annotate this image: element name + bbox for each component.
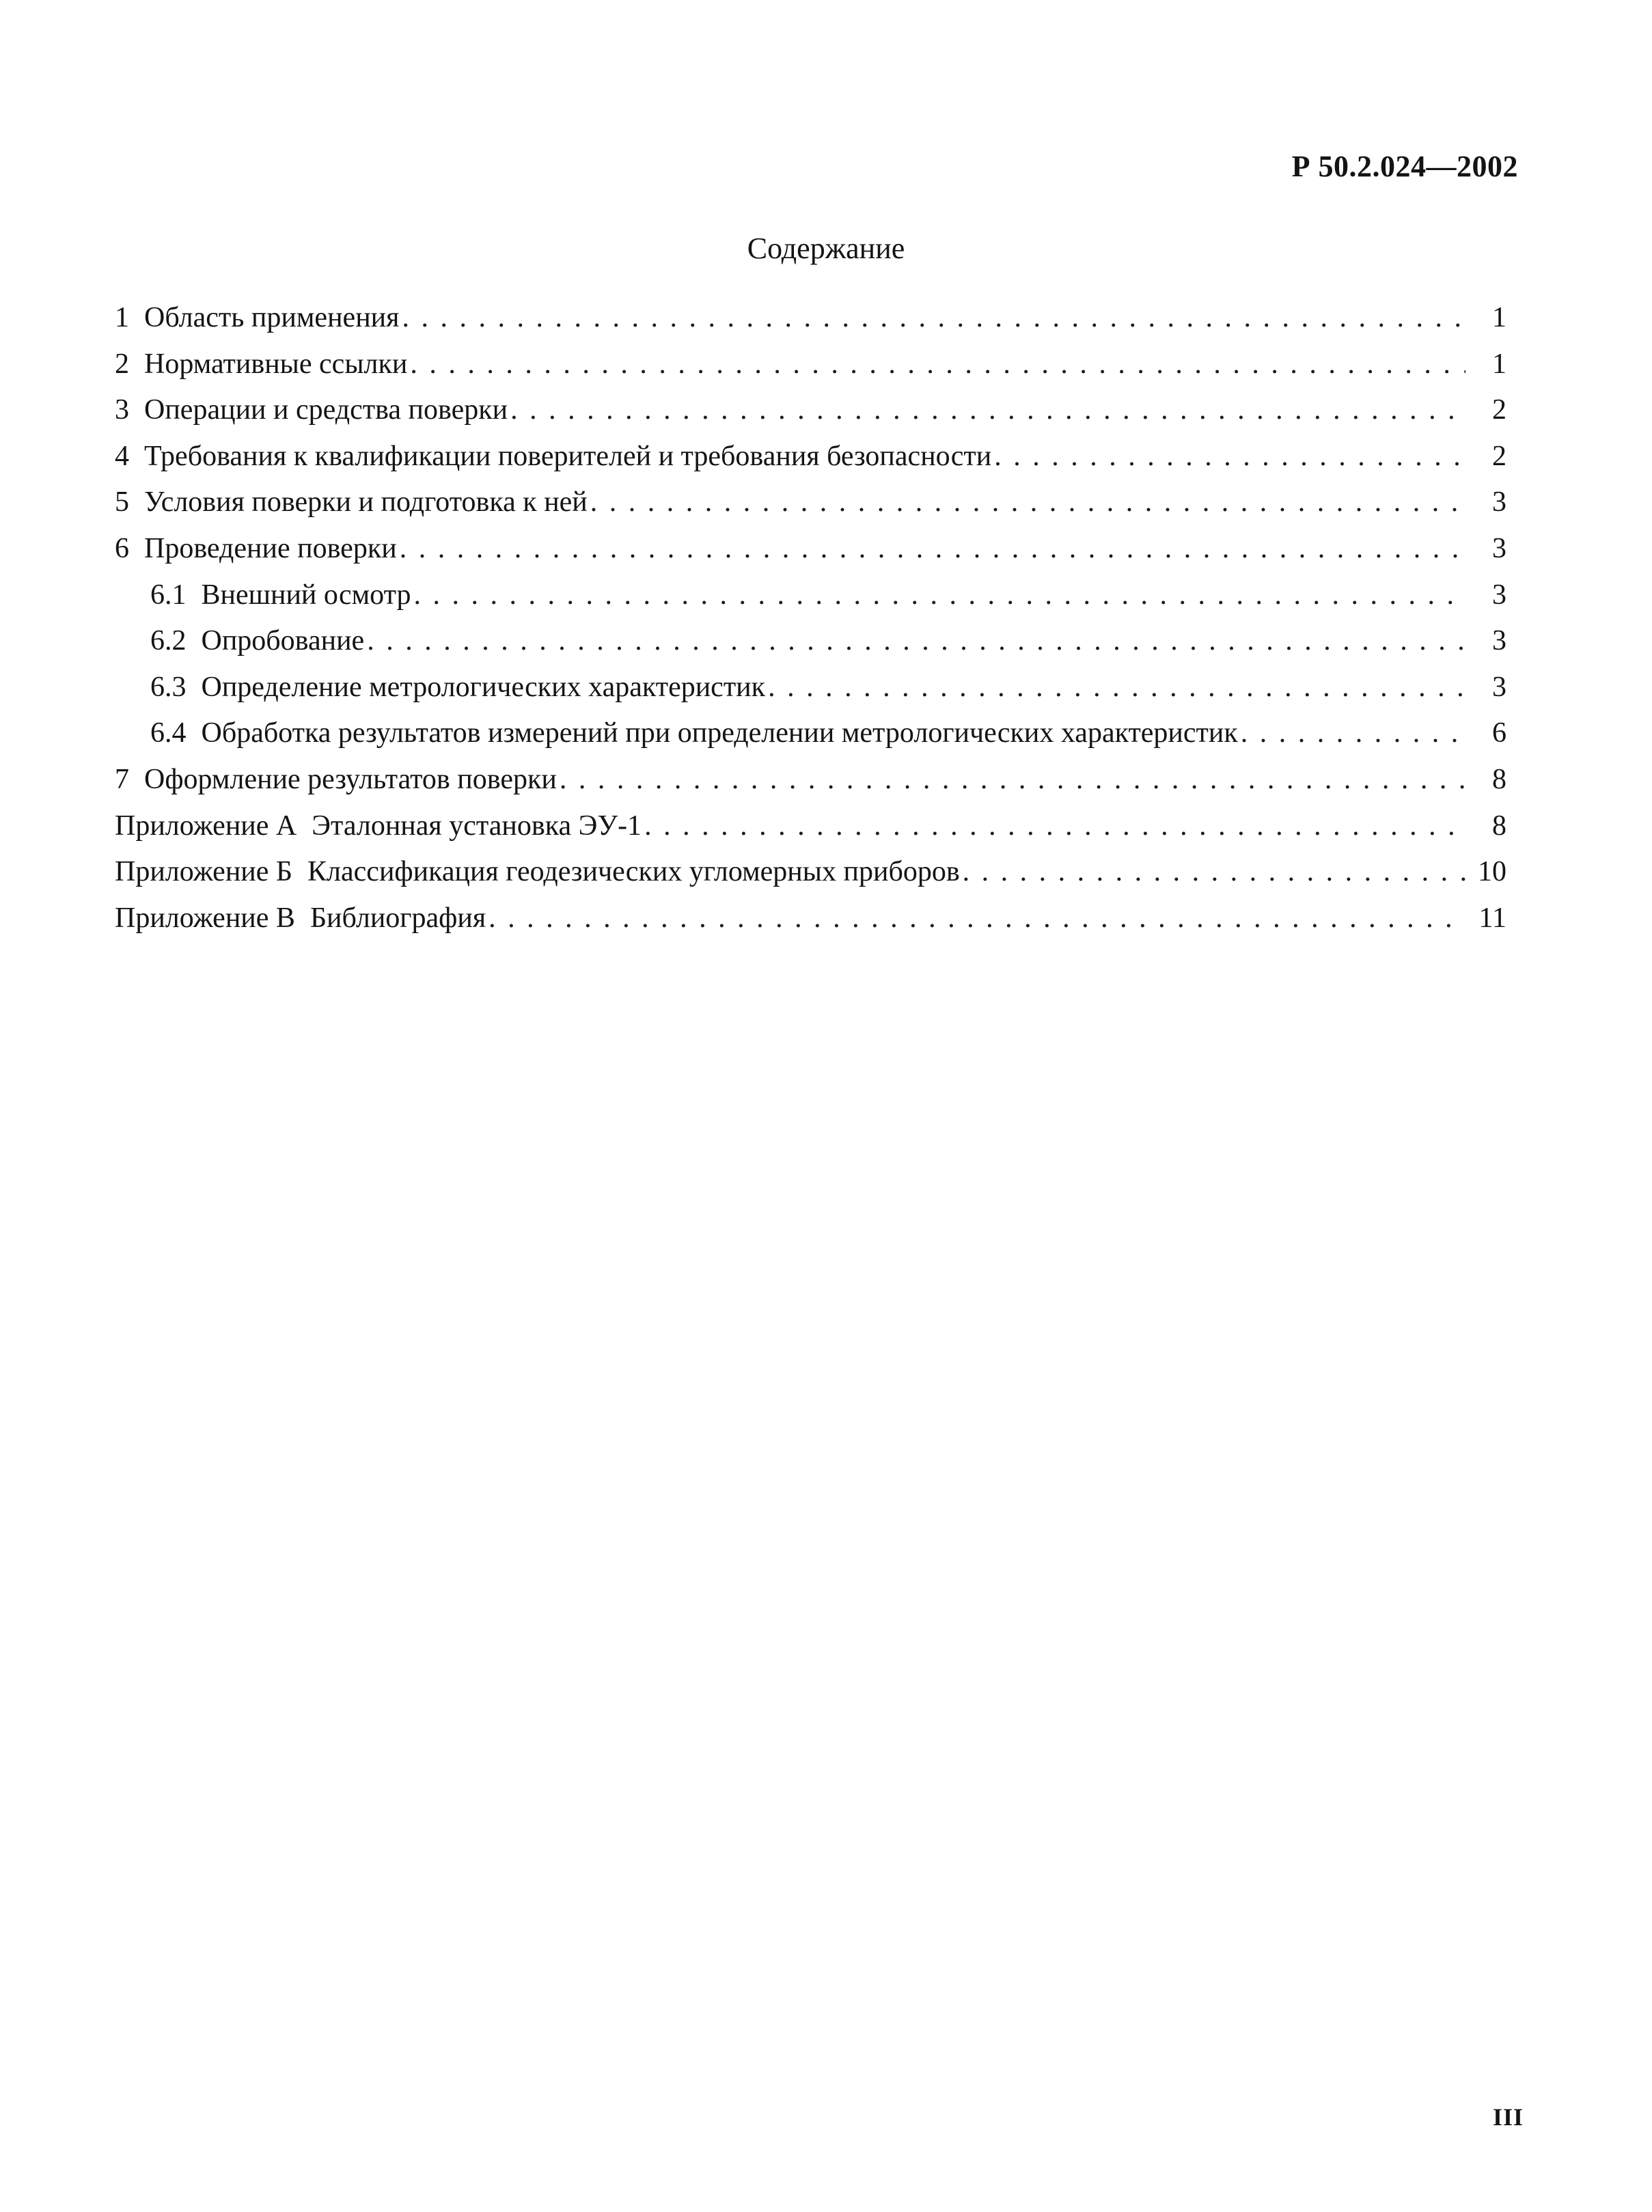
- toc-entry-page: 8: [1492, 763, 1506, 795]
- toc-leader-dots: [367, 618, 1465, 665]
- toc-leader-dots: [1241, 710, 1465, 757]
- toc-entry-page: 3: [1492, 625, 1506, 657]
- toc-entry-label: Определение метрологических характеристик: [201, 671, 766, 703]
- toc-entry-number: 2: [115, 348, 129, 380]
- toc-entry-number: 6.3: [150, 671, 187, 703]
- toc-entry-label: Эталонная установка ЭУ-1: [312, 810, 642, 842]
- toc-entry-label: Требования к квалификации поверителей и требования безопасности: [144, 440, 992, 472]
- page-number: III: [1492, 2103, 1524, 2131]
- toc-entry-page: 1: [1492, 302, 1506, 333]
- toc-entry[interactable]: [115, 295, 1506, 342]
- toc-subentry[interactable]: [115, 665, 1506, 711]
- toc-entry-page: 1: [1492, 348, 1506, 380]
- toc-entry-label: Классификация геодезических угломерных приборов: [307, 856, 960, 888]
- toc-leader-dots: [590, 480, 1465, 526]
- toc-leader-dots: [413, 572, 1465, 619]
- toc-entry-number: 6.1: [150, 579, 187, 611]
- toc-title: Содержание: [747, 232, 905, 265]
- toc-entry-page: 8: [1492, 810, 1506, 842]
- toc-entry-number: 6: [115, 532, 129, 564]
- toc-entry-number: 5: [115, 486, 129, 519]
- toc-leader-dots: [400, 526, 1465, 572]
- toc-leader-dots: [644, 803, 1465, 850]
- toc-entry-number: Приложение Б: [115, 856, 293, 888]
- toc-entry-page: 3: [1492, 579, 1506, 611]
- toc-entry-page: 2: [1492, 394, 1506, 426]
- table-of-contents: [115, 295, 1506, 941]
- toc-entry-label: Нормативные ссылки: [144, 348, 408, 380]
- toc-entry-number: 6.2: [150, 625, 187, 657]
- toc-entry-page: 3: [1492, 486, 1506, 519]
- toc-entry[interactable]: [115, 342, 1506, 388]
- toc-appendix-entry[interactable]: [115, 849, 1506, 896]
- toc-leader-dots: [402, 295, 1465, 342]
- toc-entry-number: Приложение А: [115, 810, 297, 842]
- toc-subentry[interactable]: [115, 618, 1506, 665]
- toc-entry[interactable]: [115, 757, 1506, 803]
- toc-entry-page: 10: [1478, 856, 1506, 888]
- toc-leader-dots: [410, 342, 1465, 388]
- toc-entry-number: 3: [115, 394, 129, 426]
- toc-entry-label: Условия поверки и подготовка к ней: [144, 486, 588, 519]
- toc-leader-dots: [994, 434, 1465, 480]
- toc-leader-dots: [768, 665, 1465, 711]
- toc-entry-label: Библиография: [309, 902, 486, 934]
- toc-entry[interactable]: [115, 387, 1506, 434]
- toc-entry-number: 7: [115, 763, 129, 795]
- toc-leader-dots: [488, 896, 1465, 942]
- document-code: Р 50.2.024—2002: [1291, 150, 1518, 183]
- toc-entry-page: 3: [1492, 671, 1506, 703]
- toc-entry-number: 4: [115, 440, 129, 472]
- toc-entry[interactable]: [115, 526, 1506, 572]
- toc-entry-label: Операции и средства поверки: [144, 394, 508, 426]
- toc-leader-dots: [510, 387, 1465, 434]
- toc-entry-page: 2: [1492, 440, 1506, 472]
- toc-appendix-entry[interactable]: [115, 803, 1506, 850]
- toc-entry-label: Оформление результатов поверки: [144, 763, 557, 795]
- toc-entry-number: 6.4: [150, 717, 187, 749]
- toc-entry[interactable]: [115, 480, 1506, 526]
- toc-entry-label: Область применения: [144, 302, 400, 333]
- toc-subentry[interactable]: [115, 710, 1506, 757]
- toc-entry-number: Приложение В: [115, 902, 295, 934]
- toc-entry-label: Опробование: [201, 625, 365, 657]
- toc-entry-label: Обработка результатов измерений при определении метрологических характеристик: [201, 717, 1238, 749]
- toc-leader-dots: [963, 849, 1465, 896]
- toc-subentry[interactable]: [115, 572, 1506, 619]
- toc-entry-label: Проведение поверки: [144, 532, 397, 564]
- toc-appendix-entry[interactable]: [115, 896, 1506, 942]
- toc-entry-page: 6: [1492, 717, 1506, 749]
- toc-entry-number: 1: [115, 302, 129, 333]
- toc-entry[interactable]: [115, 434, 1506, 480]
- toc-entry-label: Внешний осмотр: [201, 579, 411, 611]
- toc-entry-page: 11: [1478, 902, 1506, 934]
- toc-entry-page: 3: [1492, 532, 1506, 564]
- toc-leader-dots: [560, 757, 1465, 803]
